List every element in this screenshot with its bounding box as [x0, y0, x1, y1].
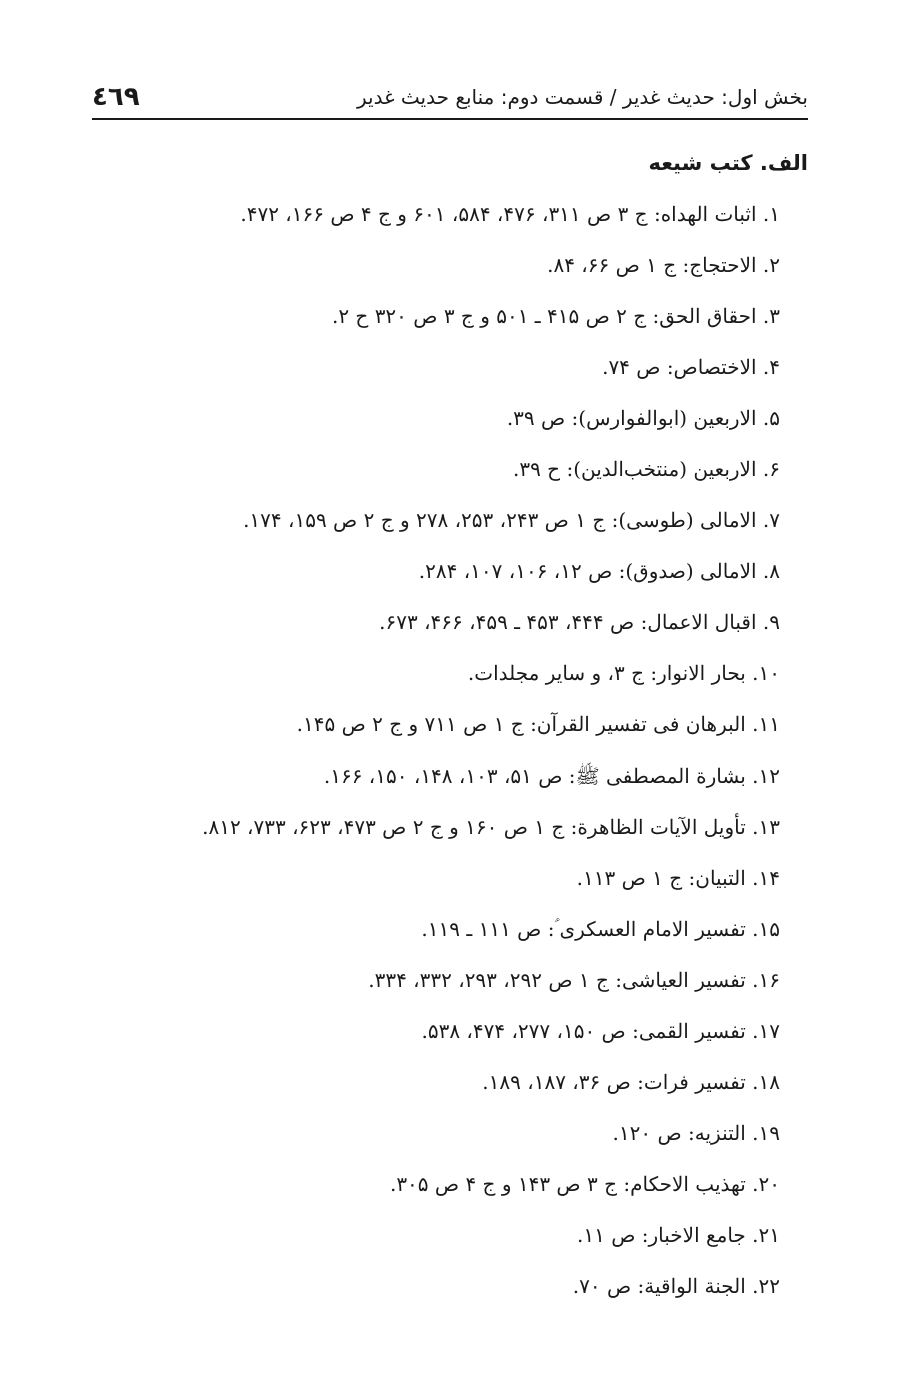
reference-item: ۴. الاختصاص: ص ۷۴. — [602, 355, 780, 380]
reference-item: ۲۲. الجنة الواقية: ص ۷۰. — [572, 1273, 780, 1298]
page-number: ٤٦٩ — [92, 82, 140, 112]
reference-item: ۶. الاربعين (منتخب‌الدين): ح ۳۹. — [512, 457, 780, 482]
running-header — [92, 72, 808, 112]
reference-item: ۱۲. بشارة المصطفی ﷺ: ص ۵۱، ۱۰۳، ۱۴۸، ۱۵۰، ۱۶۶. — [323, 763, 780, 788]
reference-item: ۱۳. تأويل الآيات الظاهرة: ج ۱ ص ۱۶۰ و ج ۲ ص ۴۷۳، ۶۲۳، ۷۳۳، ۸۱۲. — [202, 814, 780, 839]
reference-item: ۲. الاحتجاج: ج ۱ ص ۶۶، ۸۴. — [547, 253, 780, 278]
reference-item: ۱۷. تفسير القمی: ص ۱۵۰، ۲۷۷، ۴۷۴، ۵۳۸. — [421, 1018, 780, 1043]
reference-item: ۵. الاربعين (ابوالفوارس): ص ۳۹. — [506, 406, 780, 431]
reference-item: ۱۸. تفسير فرات: ص ۳۶، ۱۸۷، ۱۸۹. — [482, 1069, 780, 1094]
reference-item: ۸. الامالی (صدوق): ص ۱۲، ۱۰۶، ۱۰۷، ۲۸۴. — [418, 559, 780, 584]
reference-item: ۳. احقاق الحق: ج ۲ ص ۴۱۵ ـ ۵۰۱ و ج ۳ ص ۳۲۰ ح ۲. — [331, 304, 780, 329]
reference-list — [92, 192, 780, 1315]
reference-item: ۱. اثبات الهداه: ج ۳ ص ۳۱۱، ۴۷۶، ۵۸۴، ۶۰۱ و ج ۴ ص ۱۶۶، ۴۷۲. — [240, 202, 780, 226]
running-header-title: بخش اول: حديث غدير / قسمت دوم: منابع حديث غدير — [356, 85, 808, 109]
reference-item: ۱۱. البرهان فی تفسير القرآن: ج ۱ ص ۷۱۱ و ج ۲ ص ۱۴۵. — [296, 712, 780, 737]
reference-item: ۱۶. تفسير العياشی: ج ۱ ص ۲۹۲، ۲۹۳، ۳۳۲، ۳۳۴. — [368, 967, 780, 992]
reference-item: ۲۱. جامع الاخبار: ص ۱۱. — [577, 1222, 780, 1247]
reference-item: ۷. الامالی (طوسی): ج ۱ ص ۲۴۳، ۲۵۳، ۲۷۸ و ج ۲ ص ۱۵۹، ۱۷۴. — [243, 508, 780, 533]
reference-item: ۱۴. التبيان: ج ۱ ص ۱۱۳. — [576, 865, 780, 890]
reference-item: ۱۵. تفسير الامام العسكری ؑ: ص ۱۱۱ ـ ۱۱۹. — [421, 916, 780, 941]
reference-item: ۹. اقبال الاعمال: ص ۴۴۴، ۴۵۳ ـ ۴۵۹، ۴۶۶، ۶۷۳. — [379, 610, 780, 635]
reference-item: ۲۰. تهذيب الاحكام: ج ۳ ص ۱۴۳ و ج ۴ ص ۳۰۵. — [389, 1171, 780, 1196]
reference-item: ۱۹. التنزيه: ص ۱۲۰. — [612, 1120, 780, 1145]
reference-item: ۱۰. بحار الانوار: ج ۳، و ساير مجلدات. — [467, 661, 780, 686]
header-divider — [92, 118, 808, 120]
section-heading: الف. كتب شيعه — [648, 151, 808, 175]
